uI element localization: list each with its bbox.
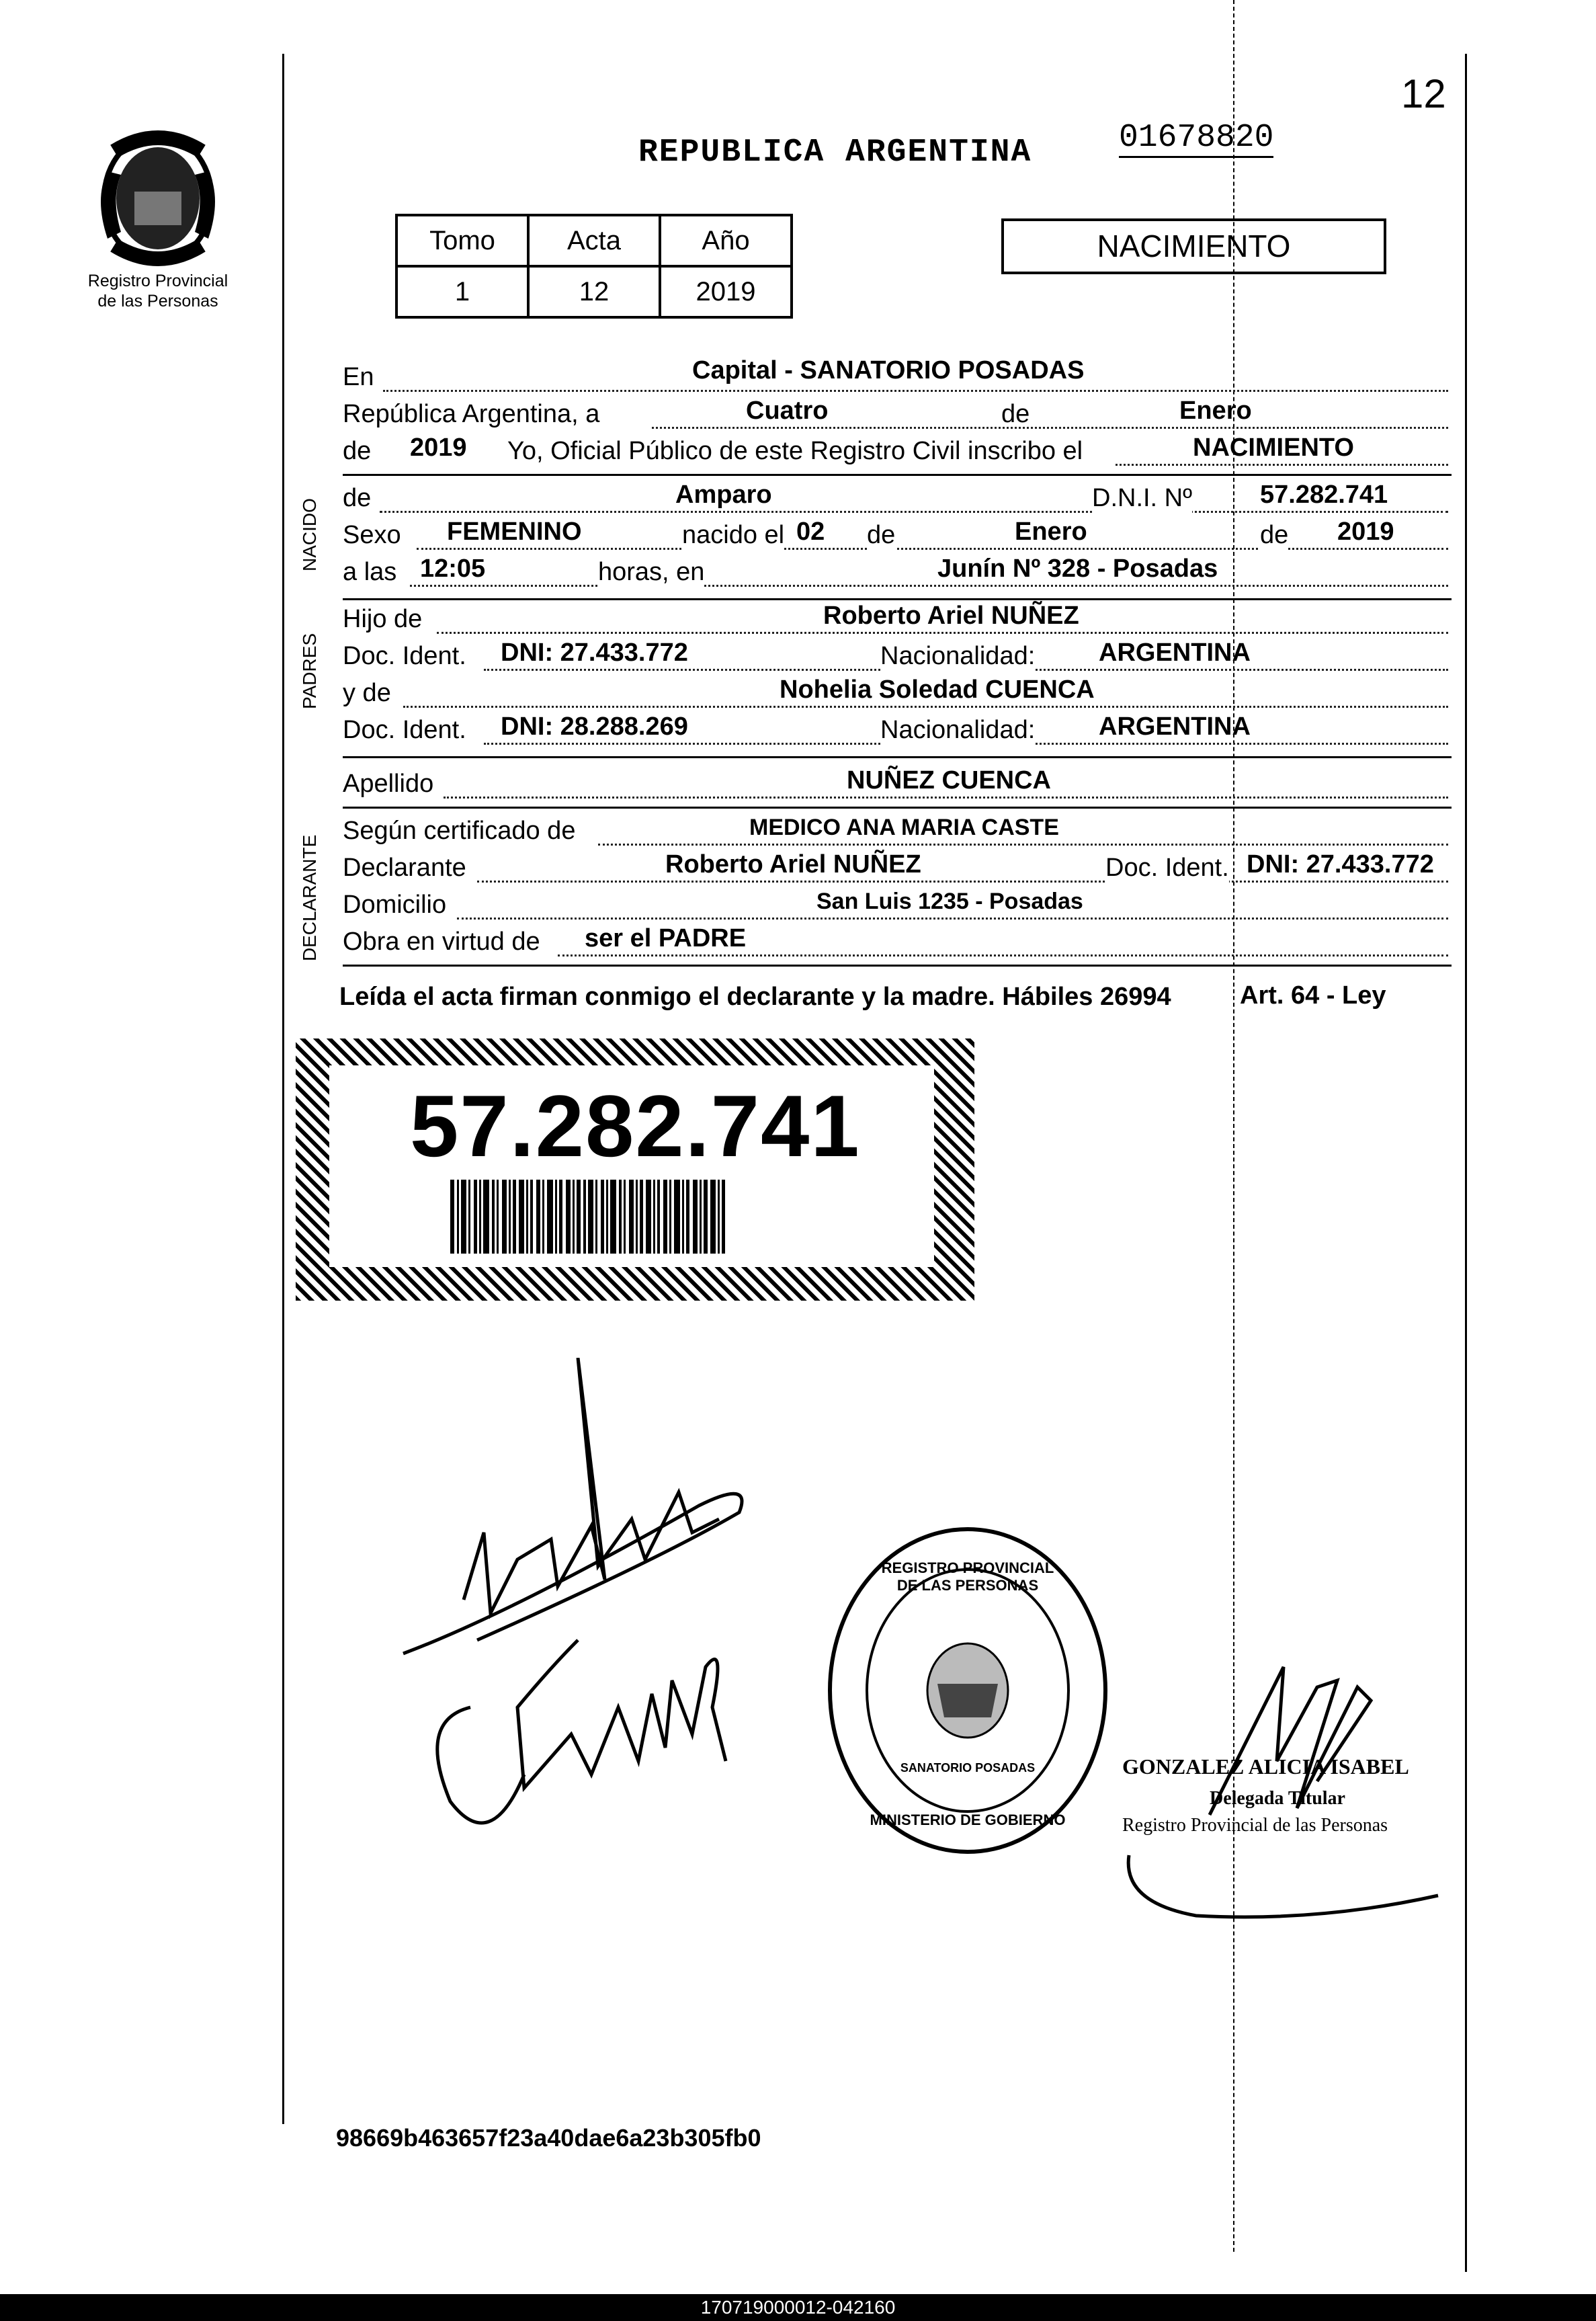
registry-name-line1: Registro Provincial <box>87 272 228 290</box>
declarant-doc: DNI: 27.433.772 <box>1247 850 1434 879</box>
footer-code: 170719000012-042160 <box>700 2297 896 2318</box>
obra-value: ser el PADRE <box>585 924 747 952</box>
dni-sticker-inner <box>329 1065 934 1267</box>
padres-section <box>343 602 1452 749</box>
dni-sticker-number: 57.282.741 <box>410 1077 861 1175</box>
month-word: Enero <box>1179 397 1252 425</box>
seal-middle-text: SANATORIO POSADAS <box>900 1761 1036 1775</box>
republica-label: República Argentina, a <box>343 400 600 428</box>
apellido-value: NUÑEZ CUENCA <box>847 766 1051 795</box>
apellido-row <box>343 766 1452 803</box>
record-table <box>395 214 793 319</box>
birth-time: 12:05 <box>420 555 486 583</box>
mother-nationality: ARGENTINA <box>1099 712 1251 741</box>
event-type: NACIMIENTO <box>1193 434 1354 462</box>
footer-bar <box>0 2294 1596 2321</box>
father-doc-label: Doc. Ident. <box>343 642 466 670</box>
declarante-section <box>343 813 1452 961</box>
official-signature <box>1116 1640 1492 1929</box>
province-crest-icon <box>87 124 228 272</box>
page-number: 12 <box>1401 71 1446 116</box>
a-las-label: a las <box>343 558 397 586</box>
country-title: REPUBLICA ARGENTINA <box>638 134 1032 171</box>
dom-label: Domicilio <box>343 891 447 919</box>
table-value-acta: 12 <box>528 266 660 317</box>
closing-art: Art. 64 - Ley <box>1240 981 1386 1010</box>
official-name: GONZALEZ ALICIA ISABEL <box>1122 1754 1409 1779</box>
serial-number: 01678820 <box>1119 120 1273 158</box>
birth-month: Enero <box>1015 518 1087 546</box>
official-org: Registro Provincial de las Personas <box>1122 1815 1388 1836</box>
closing-text: Leída el acta firman conmigo el declarante y la madre. Hábiles 26994 <box>339 983 1171 1011</box>
cert-value: MEDICO ANA MARIA CASTE <box>749 815 1059 840</box>
birth-address: Junín Nº 328 - Posadas <box>937 555 1218 583</box>
de-label: de <box>1001 400 1030 428</box>
registry-name <box>64 271 252 311</box>
table-value-tomo: 1 <box>396 266 528 317</box>
table-header-tomo: Tomo <box>396 215 528 266</box>
day-word: Cuatro <box>746 397 829 425</box>
act-type-label: NACIMIENTO <box>1097 229 1291 263</box>
declarant-name: Roberto Ariel NUÑEZ <box>665 850 921 879</box>
father-name: Roberto Ariel NUÑEZ <box>823 602 1079 630</box>
yde-label: y de <box>343 679 391 707</box>
act-type-box <box>1001 218 1386 274</box>
decl-label: Declarante <box>343 854 466 882</box>
cert-label: Según certificado de <box>343 817 576 845</box>
dni-sticker <box>296 1039 974 1301</box>
padres-section-label: PADRES <box>299 633 320 709</box>
oficial-text: Yo, Oficial Público de este Registro Civil inscribo el <box>507 437 1083 465</box>
registry-logo <box>87 124 228 272</box>
document-hash: 98669b463657f23a40dae6a23b305fb0 <box>336 2124 761 2152</box>
table-value-anio: 2019 <box>660 266 792 317</box>
horas-label: horas, en <box>598 558 705 586</box>
de2-label: de <box>343 437 372 465</box>
apellido-label: Apellido <box>343 770 434 798</box>
intro-section <box>343 356 1452 471</box>
birth-place: Capital - SANATORIO POSADAS <box>692 356 1085 384</box>
intro-year: 2019 <box>410 434 467 462</box>
nacido-el-label: nacido el <box>682 521 785 549</box>
dni-barcode <box>450 1180 827 1254</box>
seal-outer-text: REGISTRO PROVINCIAL DE LAS PERSONAS <box>881 1559 1054 1594</box>
table-header-anio: Año <box>660 215 792 266</box>
decl-doc-label: Doc. Ident. <box>1105 854 1229 882</box>
hijo-label: Hijo de <box>343 605 423 633</box>
mother-doc-label: Doc. Ident. <box>343 716 466 744</box>
declarante-section-label: DECLARANTE <box>299 834 320 961</box>
dom-value: San Luis 1235 - Posadas <box>816 889 1083 914</box>
official-title: Delegada Titular <box>1210 1788 1345 1809</box>
nacido-de-label: de <box>343 484 372 512</box>
mother-name: Nohelia Soledad CUENCA <box>780 676 1095 704</box>
official-seal <box>823 1522 1112 1859</box>
dni-label: D.N.I. Nº <box>1092 484 1192 512</box>
table-header-acta: Acta <box>528 215 660 266</box>
seal-bottom-text: MINISTERIO DE GOBIERNO <box>870 1811 1066 1828</box>
child-name: Amparo <box>675 481 772 509</box>
sexo-label: Sexo <box>343 521 401 549</box>
father-nat-label: Nacionalidad: <box>880 642 1036 670</box>
child-dni: 57.282.741 <box>1260 481 1388 509</box>
mother-doc: DNI: 28.288.269 <box>501 712 688 741</box>
child-sex: FEMENINO <box>447 518 582 546</box>
obra-label: Obra en virtud de <box>343 928 540 956</box>
nacido-section <box>343 481 1452 592</box>
birth-day: 02 <box>796 518 825 546</box>
nacido-section-label: NACIDO <box>299 498 320 571</box>
father-doc: DNI: 27.433.772 <box>501 639 688 667</box>
en-label: En <box>343 363 374 391</box>
registry-name-line2: de las Personas <box>97 292 218 311</box>
birth-year: 2019 <box>1337 518 1394 546</box>
mother-nat-label: Nacionalidad: <box>880 716 1036 744</box>
father-nationality: ARGENTINA <box>1099 639 1251 667</box>
nacido-de3-label: de <box>1260 521 1289 549</box>
nacido-de2-label: de <box>867 521 896 549</box>
declarant-signatures <box>376 1358 847 1869</box>
